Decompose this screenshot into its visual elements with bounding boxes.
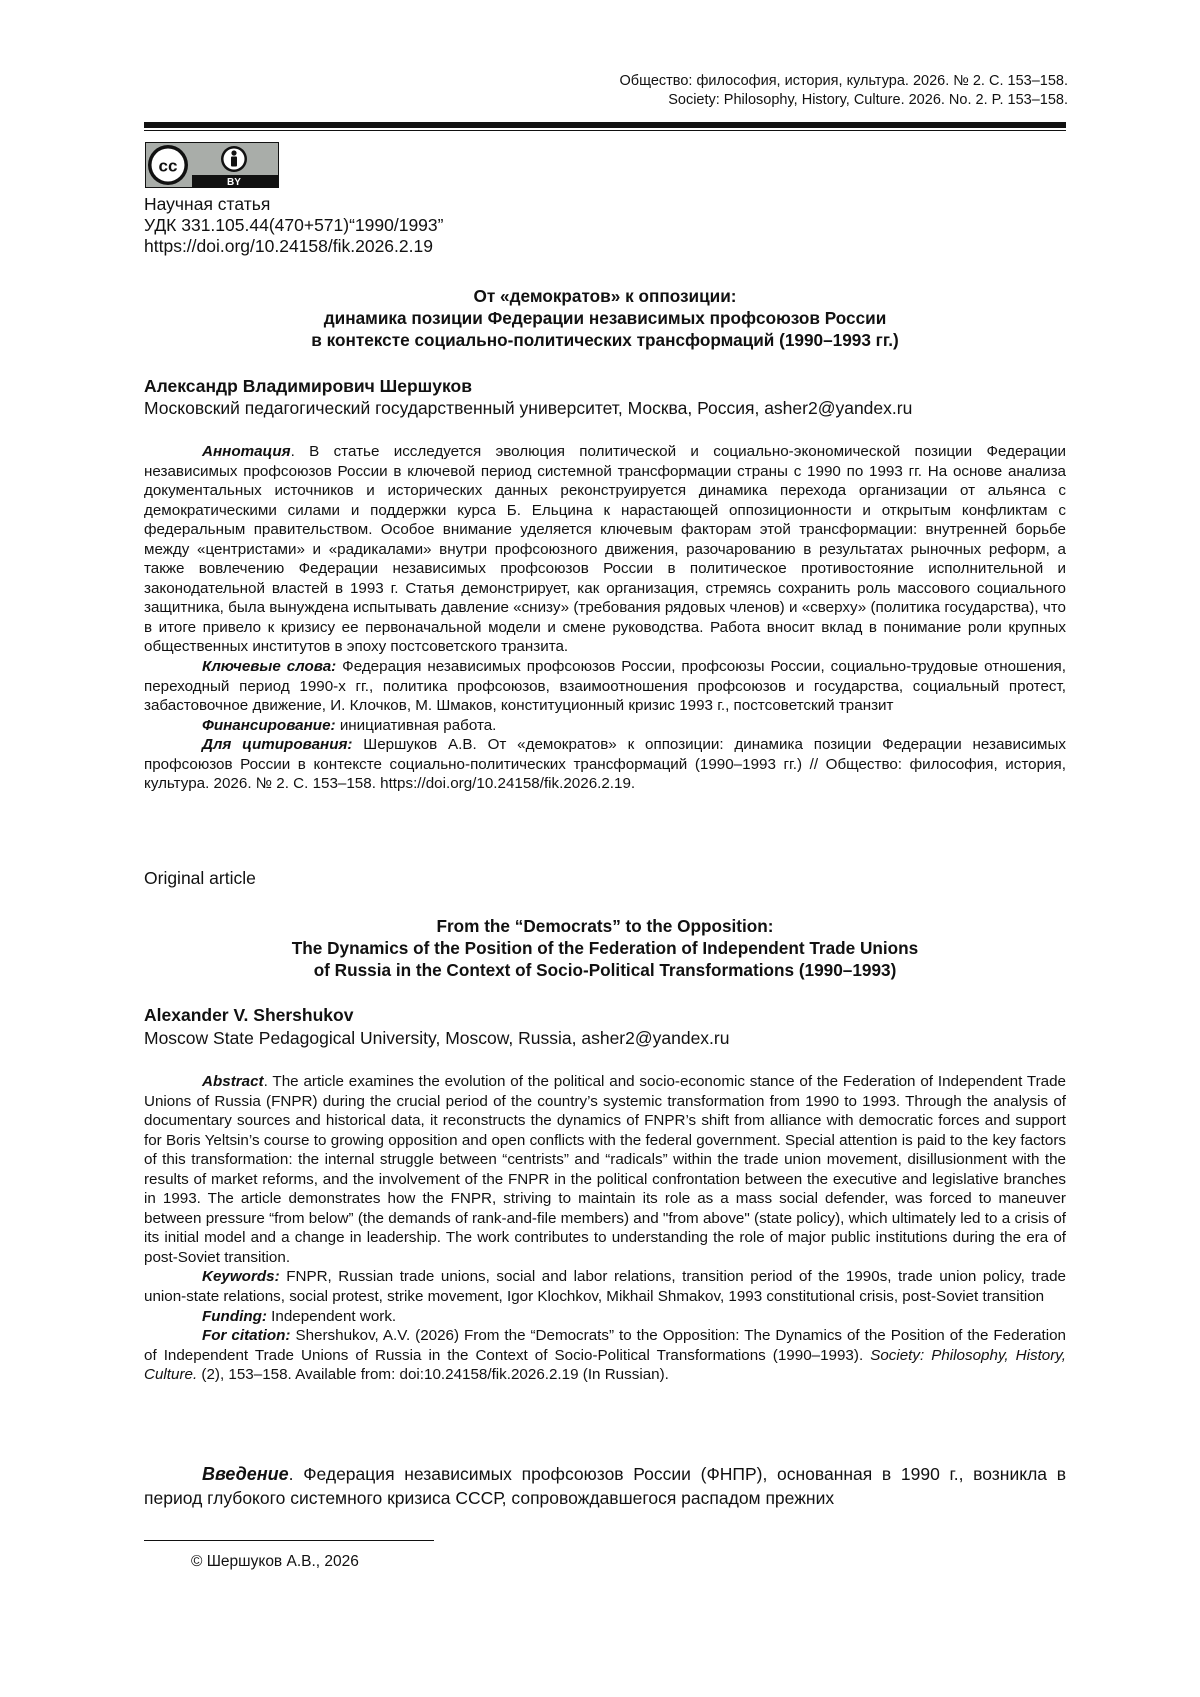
ru-title-line: динамика позиции Федерации независимых профсоюзов России bbox=[323, 308, 887, 328]
en-abstract bbox=[144, 1072, 1066, 1267]
intro-text: . Федерация независимых профсоюзов России (ФНПР), основанная в 1990 г., возникла в период глубокого системного кризиса СССР, сопровождавшегося распадом прежних bbox=[144, 1464, 1066, 1508]
ru-author-name: Александр Владимирович Шершуков bbox=[144, 376, 472, 396]
en-author-name: Alexander V. Shershukov bbox=[144, 1005, 354, 1025]
en-abstract-block bbox=[144, 1072, 1066, 1385]
udc-code: УДК 331.105.44(470+571)“1990/1993” bbox=[144, 215, 444, 235]
en-citation-text-2: (2), 153–158. Available from: doi:10.24158/fik.2026.2.19 (In Russian). bbox=[197, 1366, 669, 1384]
intro-paragraph bbox=[144, 1462, 1066, 1510]
en-abstract-text: . The article examines the evolution of the political and socio-economic stance of the Federation of Independent Trade Unions of Russia (FNPR) during the crucial period of the country’s systemic transformation from 1990 to 1993. Through the analysis of documentary sources and historical data, it reconstructs the dynamics of FNPR’s shift from alliance with democratic forces and support for Boris Yeltsin’s course to growing opposition and open conflicts with the federal government. Special attention is paid to the key factors of this transformation: the internal struggle between “centrists” and “radicals” within the trade union movement, disillusionment with the results of market reforms, and the involvement of the FNPR in the political confrontation between the executive and legislative branches in 1993. The article demonstrates how the FNPR, striving to maintain its role as a mass social defender, was forced to maneuver between pressure “from below” (the demands of rank-and-file members) and "from above" (state policy), which ultimately led to a crisis of its initial model and a change in leadership. The work contributes to understanding the role of major public institutions during the era of post-Soviet transition. bbox=[144, 1073, 1066, 1266]
en-citation-label: For citation: bbox=[202, 1327, 291, 1345]
running-header-ru: Общество: философия, история, культура. 2026. № 2. С. 153–158. bbox=[619, 73, 1068, 89]
en-keywords-label: Keywords: bbox=[202, 1268, 280, 1286]
en-article-type: Original article bbox=[144, 868, 256, 888]
ru-title-line: в контексте социально-политических трансформаций (1990–1993 гг.) bbox=[311, 330, 899, 350]
en-citation bbox=[144, 1326, 1066, 1385]
article-type: Научная статья bbox=[144, 194, 271, 214]
ru-abstract-text: . В статье исследуется эволюция политической и социально-экономической позиции Федерации независимых профсоюзов России в ключевой период системной трансформации страны с 1990 по 1993 гг. На основе анализа документальных источников и исторических данных реконструируется динамика перехода организации от альянса с демократическими силами и поддержки курса Б. Ельцина к нарастающей оппозиционности и открытым конфликтам с федеральным правительством. Особое внимание уделяется ключевым факторам этой трансформации: внутренней борьбе между «центристами» и «радикалами» внутри профсоюзного движения, разочарованию в результатах рыночных реформ, а также вовлечению Федерации независимых профсоюзов России в политическое противостояние исполнительной и законодательной властей в 1993 г. Статья демонстрирует, как организация, стремясь сохранить роль массового социального защитника, была вынуждена испытывать давление «снизу» (требования рядовых членов) и «сверху» (политика государства), что в итоге привело к кризису ее первоначальной модели и смене руководства. Работа вносит вклад в понимание роли крупных общественных институтов в эпоху постсоветского транзита. bbox=[144, 443, 1066, 656]
footnote-rule bbox=[144, 1540, 434, 1541]
header-rule-thick bbox=[144, 122, 1066, 128]
cc-text: cc bbox=[158, 156, 178, 176]
en-keywords-text: FNPR, Russian trade unions, social and labor relations, transition period of the 1990s, trade union policy, trade union-state relations, social protest, strike movement, Igor Klochkov, Mikhail Shmakov, 1993 constitutional crisis, post-Soviet transition bbox=[144, 1268, 1066, 1306]
en-title bbox=[144, 915, 1066, 981]
en-funding-label: Funding: bbox=[202, 1307, 267, 1325]
en-funding bbox=[144, 1307, 1066, 1327]
en-title-line: The Dynamics of the Position of the Federation of Independent Trade Unions bbox=[291, 938, 919, 958]
by-text: BY bbox=[227, 177, 241, 187]
ru-funding-label: Финансирование: bbox=[202, 716, 336, 734]
header-rule-thin bbox=[144, 130, 1066, 131]
intro-section bbox=[144, 1462, 1066, 1510]
ru-title-line: От «демократов» к оппозиции: bbox=[473, 286, 737, 306]
ru-citation bbox=[144, 735, 1066, 794]
ru-title bbox=[144, 285, 1066, 351]
en-citation-journal: Society: Philosophy, History, Culture. bbox=[144, 1346, 1066, 1384]
running-header bbox=[620, 72, 1069, 110]
doi-link[interactable]: https://doi.org/10.24158/fik.2026.2.19 bbox=[144, 236, 433, 256]
ru-funding bbox=[144, 716, 1066, 736]
ru-abstract-block bbox=[144, 442, 1066, 794]
running-header-en: Society: Philosophy, History, Culture. 2026. No. 2. P. 153–158. bbox=[668, 92, 1068, 108]
ru-affiliation: Московский педагогический государственный университет, Москва, Россия, asher2@yandex.ru bbox=[144, 398, 913, 418]
ru-keywords bbox=[144, 657, 1066, 716]
en-title-line: From the “Democrats” to the Opposition: bbox=[436, 916, 774, 936]
en-citation-text-1: Shershukov, A.V. (2026) From the “Democrats” to the Opposition: The Dynamics of the Position of the Federation of Independent Trade Unions of Russia in the Context of Socio-Political Transformations (1990–1993). bbox=[144, 1327, 1067, 1364]
ru-keywords-label: Ключевые слова: bbox=[202, 658, 337, 676]
ru-abstract bbox=[144, 442, 1066, 657]
ru-funding-text: инициативная работа. bbox=[335, 716, 497, 734]
ru-citation-label: Для цитирования: bbox=[202, 736, 353, 754]
en-abstract-label: Abstract bbox=[202, 1073, 264, 1090]
en-affiliation: Moscow State Pedagogical University, Moscow, Russia, asher2@yandex.ru bbox=[144, 1028, 730, 1048]
footnote-copyright: © Шершуков А.В., 2026 bbox=[191, 1553, 359, 1570]
intro-label: Введение bbox=[202, 1464, 289, 1484]
cc-by-icon bbox=[145, 142, 279, 188]
ru-citation-text: Шершуков А.В. От «демократов» к оппозиции: динамика позиции Федерации независимых профсоюзов России в контексте социально-политических трансформаций (1990–1993 гг.) // Общество: философия, история, культура. 2026. № 2. С. 153–158. https://doi.org/10.24158/fik.2026.2.19. bbox=[144, 736, 1066, 793]
ru-keywords-text: Федерация независимых профсоюзов России, профсоюзы России, социально-трудовые отношения, переходный период 1990-х гг., политика профсоюзов, взаимоотношения профсоюзов и государства, социальный протест, забастовочное движение, И. Клочков, М. Шмаков, конституционный кризис 1993 г., постсоветский транзит bbox=[144, 658, 1066, 715]
en-funding-text: Independent work. bbox=[266, 1307, 397, 1325]
article-meta bbox=[144, 194, 443, 257]
en-title-line: of Russia in the Context of Socio-Political Transformations (1990–1993) bbox=[313, 960, 897, 980]
en-keywords bbox=[144, 1267, 1066, 1306]
ru-abstract-label: Аннотация bbox=[202, 443, 291, 460]
